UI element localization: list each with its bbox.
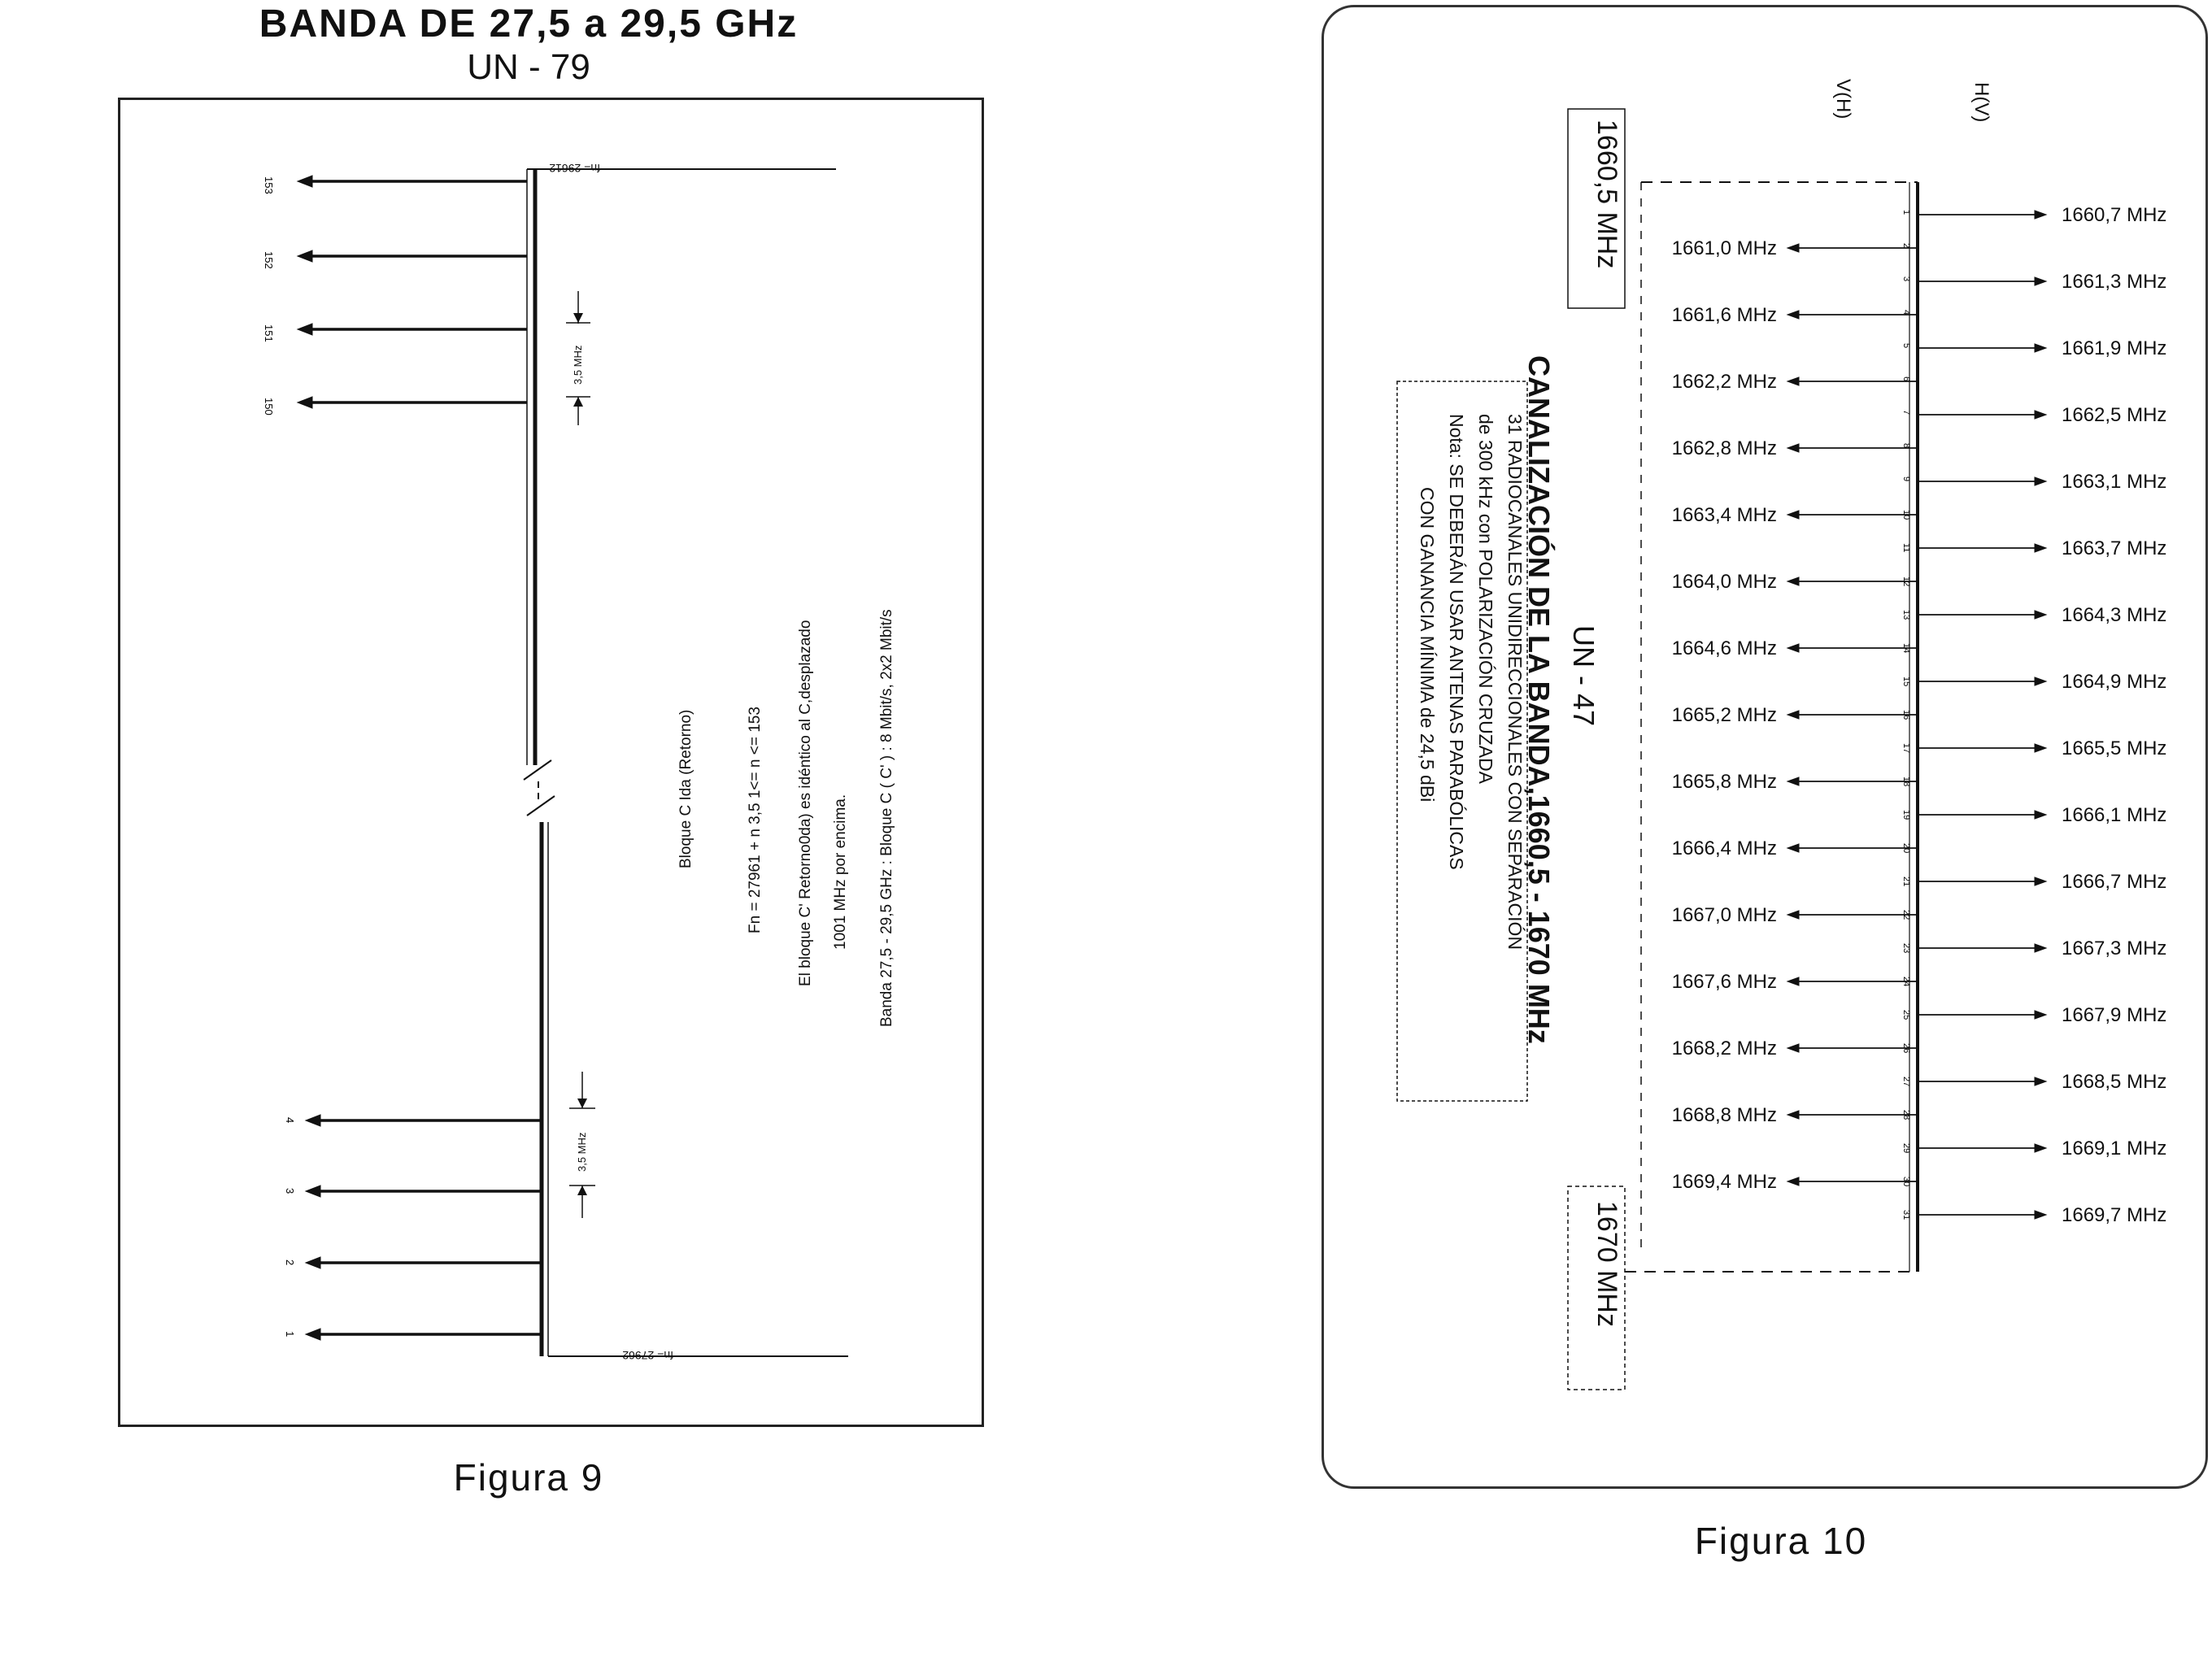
fig10-channel-number: 28 [1901,1110,1911,1120]
fig10-arrowhead [2035,344,2046,352]
fig10-arrowhead [1787,644,1799,652]
fig10-left-freq-label: 1665,2 MHz [1671,704,1777,726]
fig10-arrowhead [2035,877,2046,885]
fig10-channel-number: 13 [1901,610,1911,620]
fig10-arrowhead [1787,444,1799,452]
fig10-right-freq-label: 1665,5 MHz [2062,737,2167,759]
fig10-channel-number: 14 [1901,643,1911,654]
fig10-arrowhead [2035,611,2046,619]
fig9-arrowhead [298,176,312,187]
fig10-right-freq-label: 1664,9 MHz [2062,671,2167,693]
fig10-left-freq-label: 1666,4 MHz [1671,838,1777,859]
fig10-channel-number: 29 [1901,1143,1911,1154]
fig10-channel-number: 3 [1901,276,1911,282]
fig10-right-freq-label: 1661,3 MHz [2062,271,2167,293]
figure9-title: BANDA DE 27,5 a 29,5 GHz [259,2,799,46]
fig10-arrowhead [1787,711,1799,719]
fig10-code: UN - 47 [1567,625,1600,727]
fig10-right-freq-label: 1663,7 MHz [2062,537,2167,559]
fig10-arrowhead [1787,1177,1799,1186]
fig10-right-freq-label: 1669,1 MHz [2062,1138,2167,1159]
fig10-channel-number: 10 [1901,510,1911,520]
fig9-channel-label: 3 [284,1188,296,1194]
fig10-left-freq-label: 1663,4 MHz [1671,504,1777,526]
fig10-channel-number: 4 [1901,310,1911,315]
fig10-channel-number: 11 [1901,543,1911,553]
fig10-arrowhead [2035,944,2046,952]
fig10-channel-number: 6 [1901,376,1911,382]
fig10-channel-number: 16 [1901,710,1911,720]
fig10-arrowhead [1787,244,1799,252]
figure9-diagram [120,100,986,1429]
fig10-right-freq-label: 1660,7 MHz [2062,204,2167,226]
fig10-arrowhead [1787,577,1799,585]
fig10-arrowhead [1787,1111,1799,1119]
fig10-arrowhead [1787,377,1799,385]
fig10-left-freq-label: 1667,0 MHz [1671,904,1777,926]
fig10-left-freq-label: 1661,0 MHz [1671,237,1777,259]
fig10-channel-number: 5 [1901,343,1911,349]
fig10-channel-number: 7 [1901,410,1911,415]
fig9-note-line-4: 1001 MHz por encima. [832,794,849,950]
fig10-channel-number: 30 [1901,1177,1911,1187]
fig10-left-freq-label: 1665,8 MHz [1671,771,1777,793]
fig10-channel-number: 17 [1901,743,1911,754]
fig9-channel-label: 151 [263,324,275,342]
fig10-channel-number: 1 [1901,210,1911,215]
fig10-note-line-4: CON GANANCIA MÍNIMA de 24,5 dBi [1417,487,1438,803]
fig10-title: CANALIZACIÓN DE LA BANDA,1660,5 - 1670 MHz [1522,355,1556,1044]
fig10-note-line-2: de 300 kHz con POLARIZACIÓN CRUZADA [1475,414,1496,785]
fig9-arrowhead [306,1257,320,1268]
fig10-arrowhead [2035,544,2046,552]
fig10-right-freq-label: 1669,7 MHz [2062,1204,2167,1226]
fig10-arrowhead [1787,977,1799,985]
fig10-channel-number: 2 [1901,243,1911,249]
fig10-arrowhead [2035,744,2046,752]
fig10-left-freq-label: 1664,6 MHz [1671,637,1777,659]
fig9-note-line-3: El bloque C' Retorno0da) es idéntico al C,desplazado [797,620,814,986]
fig10-channel-number: 25 [1901,1010,1911,1020]
fig10-channel-number: 12 [1901,576,1911,587]
fig10-channel-number: 20 [1901,843,1911,854]
fig10-right-freq-label: 1668,5 MHz [2062,1071,2167,1093]
fig10-channel-number: 21 [1901,877,1911,887]
fig10-channel-number: 18 [1901,777,1911,787]
fig10-right-freq-label: 1666,1 MHz [2062,804,2167,826]
fig10-right-freq-label: 1667,3 MHz [2062,938,2167,959]
fig9-arrowhead [298,397,312,408]
fig9-arrowhead [298,324,312,335]
fig10-channel-number: 9 [1901,476,1911,482]
fig9-arrowhead [298,250,312,262]
fig10-start-label: 1660,5 MHz [1592,120,1622,269]
fig10-note-line-1: 31 RADIOCANALES UNIDIRECCIONALES CON SEPARACIÓN [1504,414,1526,951]
fig9-channel-label: 153 [263,176,275,194]
fig10-pol-left: V(H) [1832,79,1854,120]
fig9-channel-label: 152 [263,251,275,269]
fig10-channel-number: 31 [1901,1210,1911,1220]
fig10-right-freq-label: 1661,9 MHz [2062,337,2167,359]
fig10-left-freq-label: 1662,8 MHz [1671,437,1777,459]
figure10-caption: Figura 10 [1694,1520,1868,1562]
fig10-end-label: 1670 MHz [1592,1201,1622,1327]
fig10-arrowhead [2035,1077,2046,1085]
fig9-break-mark [527,796,555,816]
fig10-channel-number: 15 [1901,677,1911,687]
fig10-arrowhead [1787,311,1799,319]
fig10-arrowhead [2035,811,2046,819]
figure9-caption: Figura 9 [453,1456,604,1499]
fig9-break-mark [524,760,551,780]
fig10-right-freq-label: 1666,7 MHz [2062,871,2167,893]
figure10-frame [1322,5,2208,1489]
fig10-arrowhead [2035,1011,2046,1019]
fig10-arrowhead [1787,777,1799,785]
fig10-arrowhead [1787,911,1799,919]
fig10-right-freq-label: 1667,9 MHz [2062,1004,2167,1026]
fig10-channel-number: 24 [1901,977,1911,987]
fig9-bottom-freq-label: fn= 27962 [622,1349,673,1362]
fig10-arrowhead [2035,411,2046,419]
fig10-channel-number: 23 [1901,943,1911,954]
fig10-left-freq-label: 1664,0 MHz [1671,571,1777,593]
fig9-arrowhead [306,1329,320,1340]
fig10-left-freq-label: 1669,4 MHz [1671,1171,1777,1193]
fig9-note-line-5: Banda 27,5 - 29,5 GHz : Bloque C ( C' ) : 8 Mbit/s, 2x2 Mbit/s [878,609,895,1027]
fig10-arrowhead [1787,1044,1799,1052]
fig9-note-line-1: Bloque C Ida (Retorno) [677,709,695,868]
fig10-left-freq-label: 1668,2 MHz [1671,1038,1777,1059]
fig10-arrowhead [2035,477,2046,485]
fig9-spacing-label-top: 3,5 MHz [572,345,584,385]
fig10-arrowhead [2035,277,2046,285]
fig10-arrowhead [2035,677,2046,685]
fig10-right-freq-label: 1662,5 MHz [2062,404,2167,426]
fig10-arrowhead [1787,511,1799,519]
fig9-channel-label: 4 [284,1117,296,1124]
fig10-arrowhead [1787,844,1799,852]
fig10-pol-right: H(V) [1970,82,1992,123]
fig10-note-line-3: Nota: SE DEBERÁN USAR ANTENAS PARABÓLICAS [1446,414,1467,870]
fig10-channel-number: 19 [1901,810,1911,820]
fig9-arrowhead [306,1115,320,1126]
fig9-spacing-label-bottom: 3,5 MHz [576,1132,588,1172]
fig9-arrowhead [306,1186,320,1197]
fig9-channel-label: 150 [263,398,275,415]
fig10-channel-number: 27 [1901,1077,1911,1087]
figure9-frame [118,98,984,1427]
fig10-right-freq-label: 1664,3 MHz [2062,604,2167,626]
fig9-top-freq-label: fn= 29612 [549,162,600,175]
fig10-channel-number: 8 [1901,443,1911,449]
fig9-note-line-2: Fn = 27961 + n 3,5 1<= n <= 153 [747,707,764,933]
fig10-left-freq-label: 1661,6 MHz [1671,304,1777,326]
fig10-left-freq-label: 1662,2 MHz [1671,371,1777,393]
fig10-arrowhead [2035,1211,2046,1219]
figure9-subtitle: UN - 79 [467,47,590,87]
fig9-channel-label: 1 [284,1331,296,1338]
fig10-arrowhead [2035,1144,2046,1152]
fig9-channel-label: 2 [284,1260,296,1266]
fig10-left-freq-label: 1668,8 MHz [1671,1104,1777,1126]
fig10-arrowhead [2035,211,2046,219]
fig10-channel-number: 26 [1901,1043,1911,1054]
fig10-right-freq-label: 1663,1 MHz [2062,471,2167,493]
fig10-channel-number: 22 [1901,910,1911,920]
fig10-left-freq-label: 1667,6 MHz [1671,971,1777,993]
